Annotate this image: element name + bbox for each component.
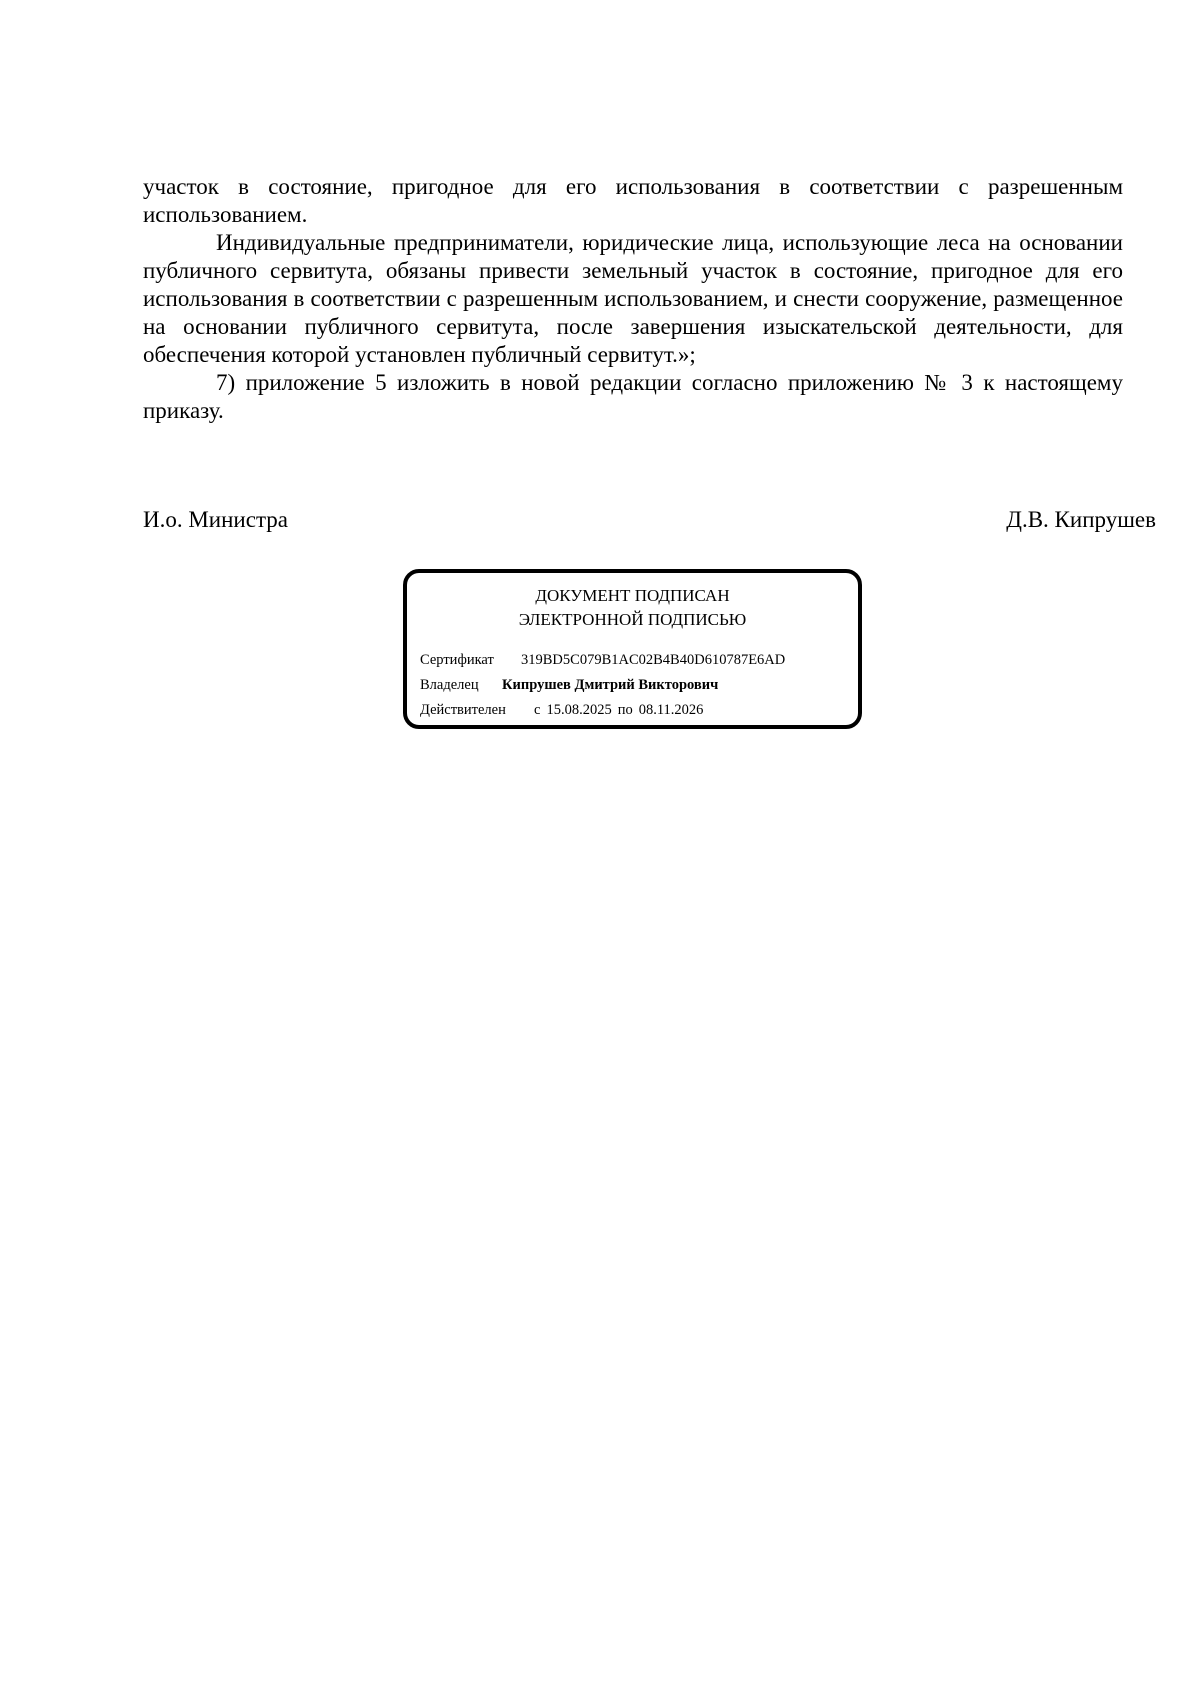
stamp-validity-row [420, 701, 703, 719]
signatory-name: Д.В. Кипрушев [1006, 507, 1156, 532]
valid-from-date: 15.08.2025 [546, 702, 612, 718]
stamp-certificate-row [420, 651, 785, 669]
stamp-title-line2: ЭЛЕКТРОННОЙ ПОДПИСЬЮ [518, 610, 747, 629]
paragraph-item-7: 7) приложение 5 изложить в новой редакции согласно приложению № 3 к настоящему приказу. [143, 370, 1123, 423]
signatory-position: И.о. Министра [143, 507, 288, 532]
valid-to-prefix: по [617, 702, 633, 718]
stamp-owner-row [420, 676, 718, 694]
validity-label: Действителен [420, 702, 506, 718]
owner-value: Кипрушев Дмитрий Викторович [502, 677, 719, 693]
valid-from-prefix: с [534, 702, 541, 718]
certificate-label: Сертификат [420, 652, 494, 668]
document-body [143, 173, 1123, 425]
paragraph-servitude: Индивидуальные предприниматели, юридические лица, использующие леса на основании публичного сервитута, обязаны привести земельный участок в состояние, пригодное для его использования в соответствии с разрешенным использованием, и снести сооружение, размещенное на основании публичного сервитута, после завершения изыскательской деятельности, для обеспечения которой установлен публичный сервитут.»; [143, 230, 1123, 367]
stamp-title-line1: ДОКУМЕНТ ПОДПИСАН [535, 586, 730, 605]
valid-to-date: 08.11.2026 [638, 702, 704, 718]
paragraph-continuation: участок в состояние, пригодное для его использования в соответствии с разрешенным использованием. [143, 174, 1123, 227]
electronic-signature-stamp [403, 569, 862, 729]
owner-label: Владелец [420, 677, 479, 693]
certificate-value: 319BD5C079B1AC02B4B40D610787E6AD [521, 652, 786, 668]
